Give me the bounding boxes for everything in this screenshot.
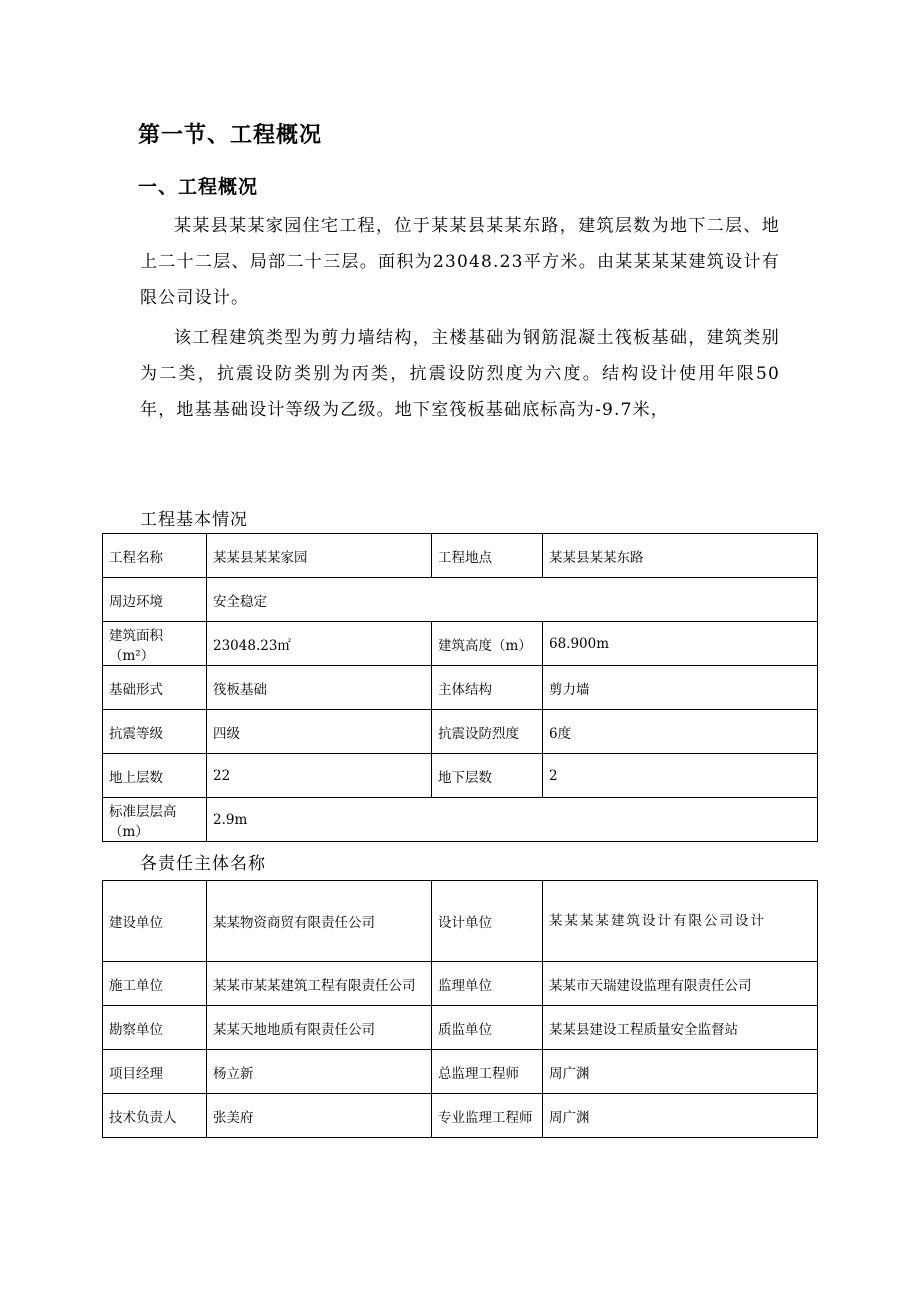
responsible-parties-table bbox=[102, 880, 818, 1138]
label-cell: 总监理工程师 bbox=[432, 1050, 543, 1094]
value-cell: 某某县建设工程质量安全监督站 bbox=[543, 1006, 818, 1050]
value-cell: 某某市天瑞建设监理有限责任公司 bbox=[543, 962, 818, 1006]
label-cell: 技术负责人 bbox=[103, 1094, 207, 1138]
value-cell: 杨立新 bbox=[207, 1050, 432, 1094]
value-cell: 某某天地地质有限责任公司 bbox=[207, 1006, 432, 1050]
label-cell: 主体结构 bbox=[432, 666, 543, 710]
value-cell: 周广渊 bbox=[543, 1094, 818, 1138]
label-cell: 建筑高度（m） bbox=[432, 622, 543, 666]
table-row bbox=[103, 754, 818, 798]
table-row bbox=[103, 578, 818, 622]
table-row bbox=[103, 1050, 818, 1094]
table-row bbox=[103, 881, 818, 962]
value-cell: 某某某某建筑设计有限公司设计 bbox=[543, 881, 818, 962]
value-cell: 某某物资商贸有限责任公司 bbox=[207, 881, 432, 962]
value-cell: 23048.23㎡ bbox=[207, 622, 432, 666]
table-row bbox=[103, 962, 818, 1006]
table-row bbox=[103, 534, 818, 578]
value-cell: 安全稳定 bbox=[207, 578, 818, 622]
table-row bbox=[103, 622, 818, 666]
subsection-title: 一、工程概况 bbox=[138, 176, 259, 198]
value-cell: 6度 bbox=[543, 710, 818, 754]
value-cell: 周广渊 bbox=[543, 1050, 818, 1094]
paragraph-structure: 该工程建筑类型为剪力墙结构，主楼基础为钢筋混凝土筏板基础，建筑类别为二类，抗震设防类别为丙类，抗震设防烈度为六度。结构设计使用年限50年，地基基础设计等级为乙级。地下室筏板基础底标高为-9.7米， bbox=[140, 328, 780, 420]
label-cell: 建设单位 bbox=[103, 881, 207, 962]
value-cell: 2.9m bbox=[207, 798, 818, 842]
table-row bbox=[103, 1006, 818, 1050]
value-cell: 22 bbox=[207, 754, 432, 798]
value-cell: 筏板基础 bbox=[207, 666, 432, 710]
label-cell: 施工单位 bbox=[103, 962, 207, 1006]
project-basic-info-table bbox=[102, 533, 818, 842]
label-cell: 质监单位 bbox=[432, 1006, 543, 1050]
table-row bbox=[103, 798, 818, 842]
label-cell: 勘察单位 bbox=[103, 1006, 207, 1050]
label-cell: 周边环境 bbox=[103, 578, 207, 622]
label-cell: 抗震设防烈度 bbox=[432, 710, 543, 754]
value-cell: 某某市某某建筑工程有限责任公司 bbox=[207, 962, 432, 1006]
label-cell: 抗震等级 bbox=[103, 710, 207, 754]
label-cell: 设计单位 bbox=[432, 881, 543, 962]
label-cell: 地下层数 bbox=[432, 754, 543, 798]
value-cell: 68.900m bbox=[543, 622, 818, 666]
label-cell: 地上层数 bbox=[103, 754, 207, 798]
label-cell: 专业监理工程师 bbox=[432, 1094, 543, 1138]
table-row bbox=[103, 666, 818, 710]
label-cell: 工程名称 bbox=[103, 534, 207, 578]
table-row bbox=[103, 1094, 818, 1138]
label-cell: 工程地点 bbox=[432, 534, 543, 578]
label-cell: 监理单位 bbox=[432, 962, 543, 1006]
table1-caption: 工程基本情况 bbox=[140, 510, 248, 530]
value-cell: 某某县某某东路 bbox=[543, 534, 818, 578]
table2-caption: 各责任主体名称 bbox=[140, 854, 266, 874]
section-title: 第一节、工程概况 bbox=[138, 123, 323, 148]
label-cell: 建筑面积（m²） bbox=[103, 622, 207, 666]
value-cell: 2 bbox=[543, 754, 818, 798]
label-cell: 基础形式 bbox=[103, 666, 207, 710]
label-cell: 标准层层高（m） bbox=[103, 798, 207, 842]
paragraph-location: 某某县某某家园住宅工程，位于某某县某某东路，建筑层数为地下二层、地上二十二层、局部二十三层。面积为23048.23平方米。由某某某某建筑设计有限公司设计。 bbox=[140, 216, 780, 308]
value-cell: 剪力墙 bbox=[543, 666, 818, 710]
value-cell: 四级 bbox=[207, 710, 432, 754]
label-cell: 项目经理 bbox=[103, 1050, 207, 1094]
value-cell: 张美府 bbox=[207, 1094, 432, 1138]
table-row bbox=[103, 710, 818, 754]
value-cell: 某某县某某家园 bbox=[207, 534, 432, 578]
